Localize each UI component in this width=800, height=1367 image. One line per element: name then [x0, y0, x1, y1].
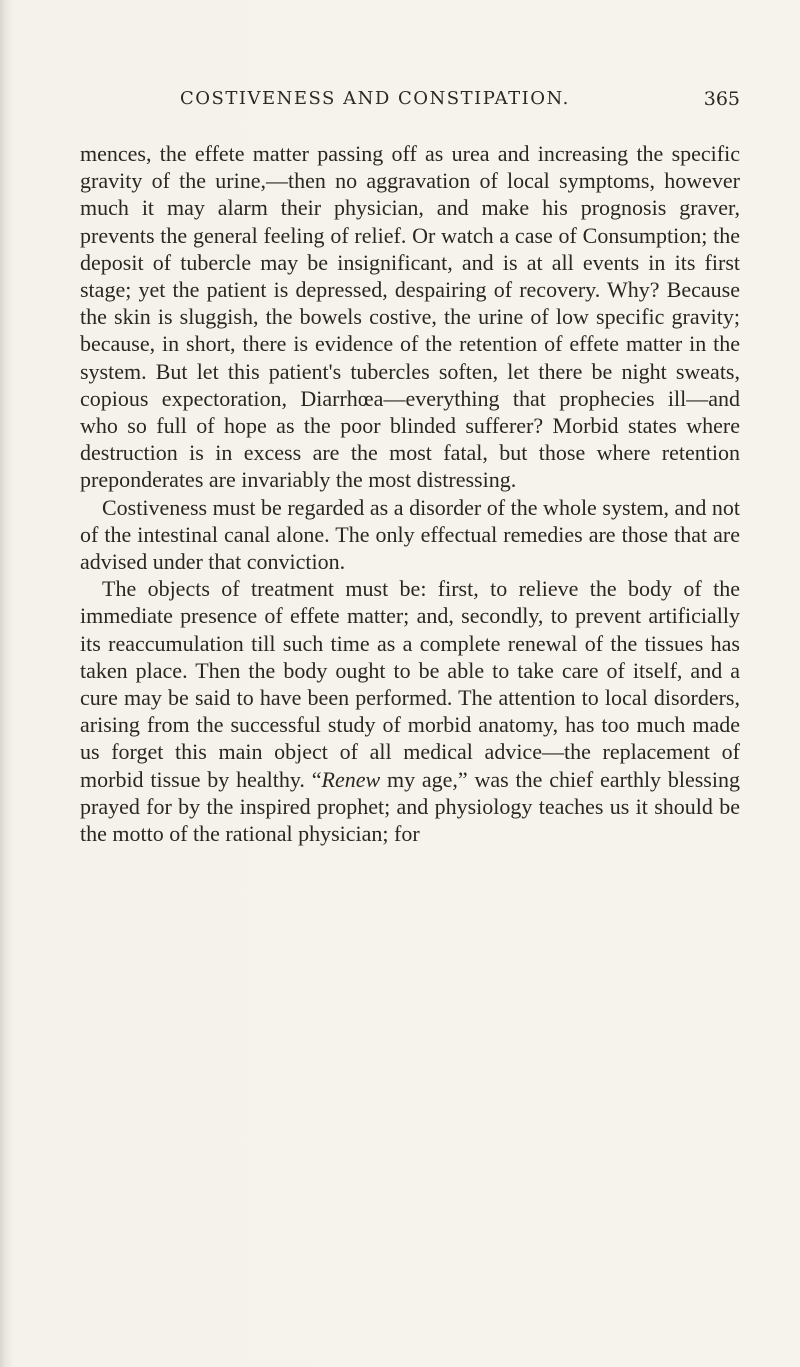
paragraph-3-main: The objects of treatment must be: first, to relieve the body of the immediate presence of effete matter; and, secondly, to prevent artificially its reaccumulation till such time as a complete renewal of the tissues has taken place. Then the body ought to be able to take care of itself, and a cure may be said to have been performed. The attention to local disorders, arising from the successful study of morbid anatomy, has too much made us forget this main object of all medical advice—the replacement of morbid tissue by healthy.	[80, 576, 740, 792]
quote-rest: my age,” was the chief earthly blessing prayed for by the inspired prophet; and physiology teaches us it should be the motto of the rational physician; for	[80, 766, 740, 847]
paragraph-3	[80, 575, 740, 847]
page-header	[80, 88, 740, 118]
paragraph-1: mences, the effete matter passing off as urea and increasing the specific gravity of the urine,—then no aggravation of local symptoms, however much it may alarm their physician, and make his prognosis graver, prevents the general feeling of relief. Or watch a case of Consumption; the deposit of tubercle may be insignificant, and is at all events in its first stage; yet the patient is depressed, despairing of recovery. Why? Because the skin is sluggish, the bowels costive, the urine of low specific gravity; because, in short, there is evidence of the retention of effete matter in the system. But let this patient's tubercles soften, let there be night sweats, copious expectoration, Diarrhœa—everything that prophecies ill—and who so full of hope as the poor blinded sufferer? Morbid states where destruction is in excess are the most fatal, but those where retention preponderates are invariably the most distressing.	[80, 141, 740, 493]
quote-italic-word: Renew	[321, 766, 381, 792]
body-text	[80, 140, 740, 847]
page-number: 365	[703, 88, 740, 110]
running-head: COSTIVENESS AND CONSTIPATION.	[180, 88, 570, 109]
paragraph-2: Costiveness must be regarded as a disorder of the whole system, and not of the intestinal canal alone. The only effectual remedies are those that are advised under that conviction.	[80, 494, 740, 575]
quote-open: “	[311, 766, 322, 792]
